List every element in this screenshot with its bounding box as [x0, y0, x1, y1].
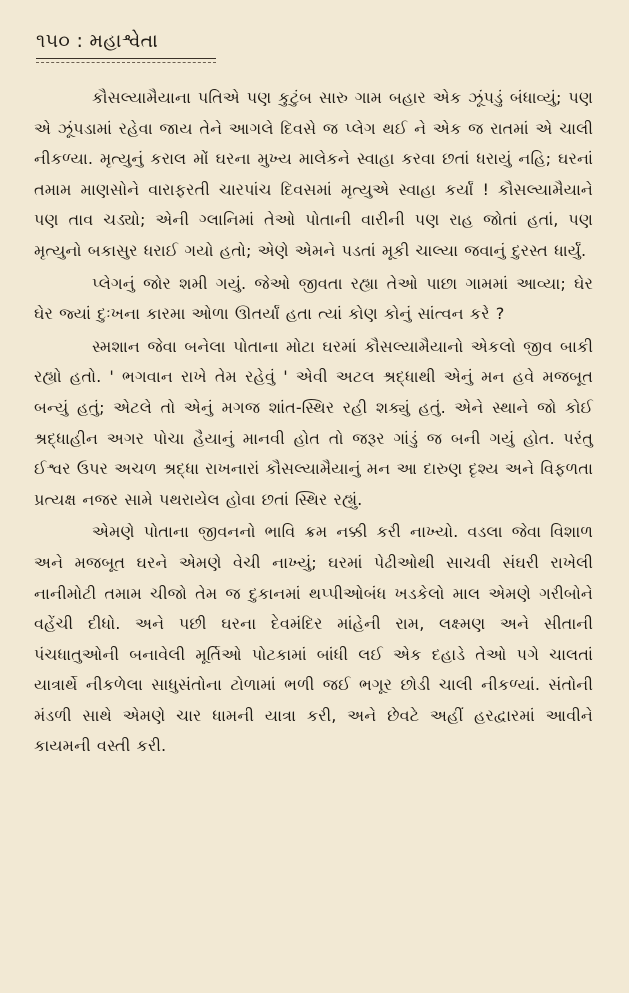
page-number: ૧૫૦	[36, 30, 71, 52]
paragraph: કૌસલ્યામૈયાના પતિએ પણ કુટુંબ સારુ ગામ બહાર એક ઝૂંપડું બંધાવ્યું; પણ એ ઝૂંપડામાં રહેવા જાય તેને આગલે દિવસે જ પ્લેગ થઈ ને એક જ રાતમાં એ ચાલી નીકળ્યા. મૃત્યુનું કરાલ મોં ઘરના મુખ્ય માલેકને સ્વાહા કરવા છતાં ધરાયું નહિ; ઘરનાં તમામ માણસોને વારાફરતી ચારપાંચ દિવસમાં મૃત્યુએ સ્વાહા કર્યાં ! કૌસલ્યામૈયાને પણ તાવ ચડ્યો; એની ગ્લાનિમાં તેઓ પોતાની વારીની પણ રાહ જોતાં હતાં, પણ મૃત્યુનો બકાસુર ધરાઈ ગયો હતો; એણે એમને પડતાં મૂકી ચાલ્યા જવાનું દુરસ્ત ધાર્યું.	[34, 88, 593, 260]
paragraph: પ્લેગનું જોર શમી ગયું. જેઓ જીવતા રહ્યા તેઓ પાછા ગામમાં આવ્યા; ઘેર ઘેર જ્યાં દુઃખના કારમા ઓળા ઊતર્યાં હતા ત્યાં કોણ કોનું સાંત્વન કરે ?	[34, 273, 593, 324]
running-header	[36, 28, 593, 54]
book-title: મહાશ્વેતા	[89, 30, 159, 52]
paragraph: એમણે પોતાના જીવનનો ભાવિ ક્રમ નક્કી કરી નાખ્યો. વડલા જેવા વિશાળ અને મજબૂત ઘરને એમણે વેચી નાખ્યું; ઘરમાં પેઢીઓથી સાચવી સંઘરી રાખેલી નાનીમોટી તમામ ચીજો તેમ જ દુકાનમાં થપ્પીઓબંધ ખડકેલો માલ એમણે ગરીબોને વહેંચી દીધો. અને પછી ઘરના દેવમંદિર માંહેની રામ, લક્ષ્મણ અને સીતાની પંચધાતુઓની બનાવેલી મૂર્તિઓ પોટકામાં બાંધી લઈ એક દહાડે તેઓ પગે ચાલતાં યાત્રાર્થે નીકળેલા સાધુસંતોના ટોળામાં ભળી જઈ ભગૂર છોડી ચાલી નીકળ્યાં. સંતોની મંડળી સાથે એમણે ચાર ધામની યાત્રા કરી, અને છેવટે અહીં હરદ્વારમાં આવીને કાયમની વસ્તી કરી.	[34, 522, 593, 756]
paragraph: સ્મશાન જેવા બનેલા પોતાના મોટા ઘરમાં કૌસલ્યામૈયાનો એકલો જીવ બાકી રહ્યો હતો. ' ભગવાન રાખે તેમ રહેવું ' એવી અટલ શ્રદ્ધાથી એનું મન હવે મજબૂત બન્યું હતું; એટલે તો એનું મગજ શાંત-સ્થિર રહી શક્યું હતું. એને સ્થાને જો કોઈ શ્રદ્ધાહીન અગર પોચા હૈયાનું માનવી હોત તો જરૂર ગાંડું જ બની ગયું હોત. પરંતુ ઈશ્વર ઉપર અચળ શ્રદ્ધા રાખનારાં કૌસલ્યામૈયાનું મન આ દારુણ દૃશ્ય અને વિફળતા પ્રત્યક્ષ નજર સામે પથરાયેલ હોવા છતાં સ્થિર રહ્યું.	[34, 336, 593, 509]
header-rule-ornament	[36, 62, 216, 63]
header-rule	[36, 58, 216, 59]
header-separator: :	[76, 30, 84, 52]
